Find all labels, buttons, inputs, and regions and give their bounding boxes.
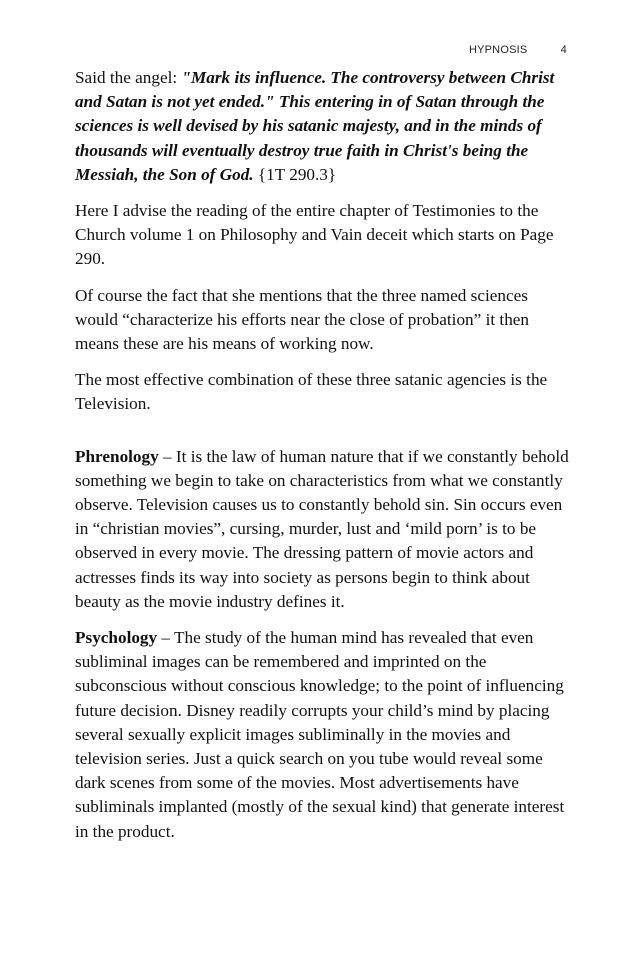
paragraph-reading-advice: Here I advise the reading of the entire chapter of Testimonies to the Church volume 1 on Philosophy and Vain deceit which starts on Page 290. xyxy=(75,201,554,269)
body-text xyxy=(75,66,575,856)
section-phrenology xyxy=(75,445,575,614)
running-header xyxy=(0,44,567,56)
section-term-phrenology: Phrenology xyxy=(75,446,159,466)
section-text-psychology: – The study of the human mind has revealed that even subliminal images can be remembered and imprinted on the subconscious without conscious knowledge; to the point of influencing future decision. Disney readily corrupts your child’s mind by placing several sexually explicit images subliminally in the movies and television series. Just a quick search on you tube would reveal some dark scenes from some of the movies. Most advertisements have subliminals implanted (mostly of the sexual kind) that generate interest in the product. xyxy=(75,628,565,841)
quote-lead: Said the angel: xyxy=(75,68,182,87)
section-text-phrenology: – It is the law of human nature that if we constantly behold something we begin to take on characteristics from what we constantly observe. Television causes us to constantly behold sin. Sin occurs even in “christian movies”, cursing, murder, lust and ‘mild porn’ is to be observed in every movie. The dressing pattern of movie actors and actresses finds its way into society as persons begin to think about beauty as the movie industry defines it. xyxy=(75,446,569,611)
header-title: HYPNOSIS xyxy=(468,44,528,56)
quote-paragraph xyxy=(75,66,575,187)
quote-reference: {1T 290.3} xyxy=(253,164,337,184)
section-term-psychology: Psychology xyxy=(75,628,158,648)
section-psychology xyxy=(75,626,575,844)
paragraph-close-of-probation: Of course the fact that she mentions that the three named sciences would “characterize his efforts near the close of probation” it then means these are his means of working now. xyxy=(75,285,530,354)
page-number: 4 xyxy=(560,44,567,56)
paragraph-television: The most effective combination of these three satanic agencies is the Television. xyxy=(75,370,548,414)
angel-quote: "Mark its influence. The controversy between Christ and Satan is not yet ended." This entering in of Satan through the sciences is well devised by his satanic majesty, and in the minds of thousands will eventually destroy true faith in Christ's being the Messiah, the Son of God. xyxy=(75,68,555,184)
